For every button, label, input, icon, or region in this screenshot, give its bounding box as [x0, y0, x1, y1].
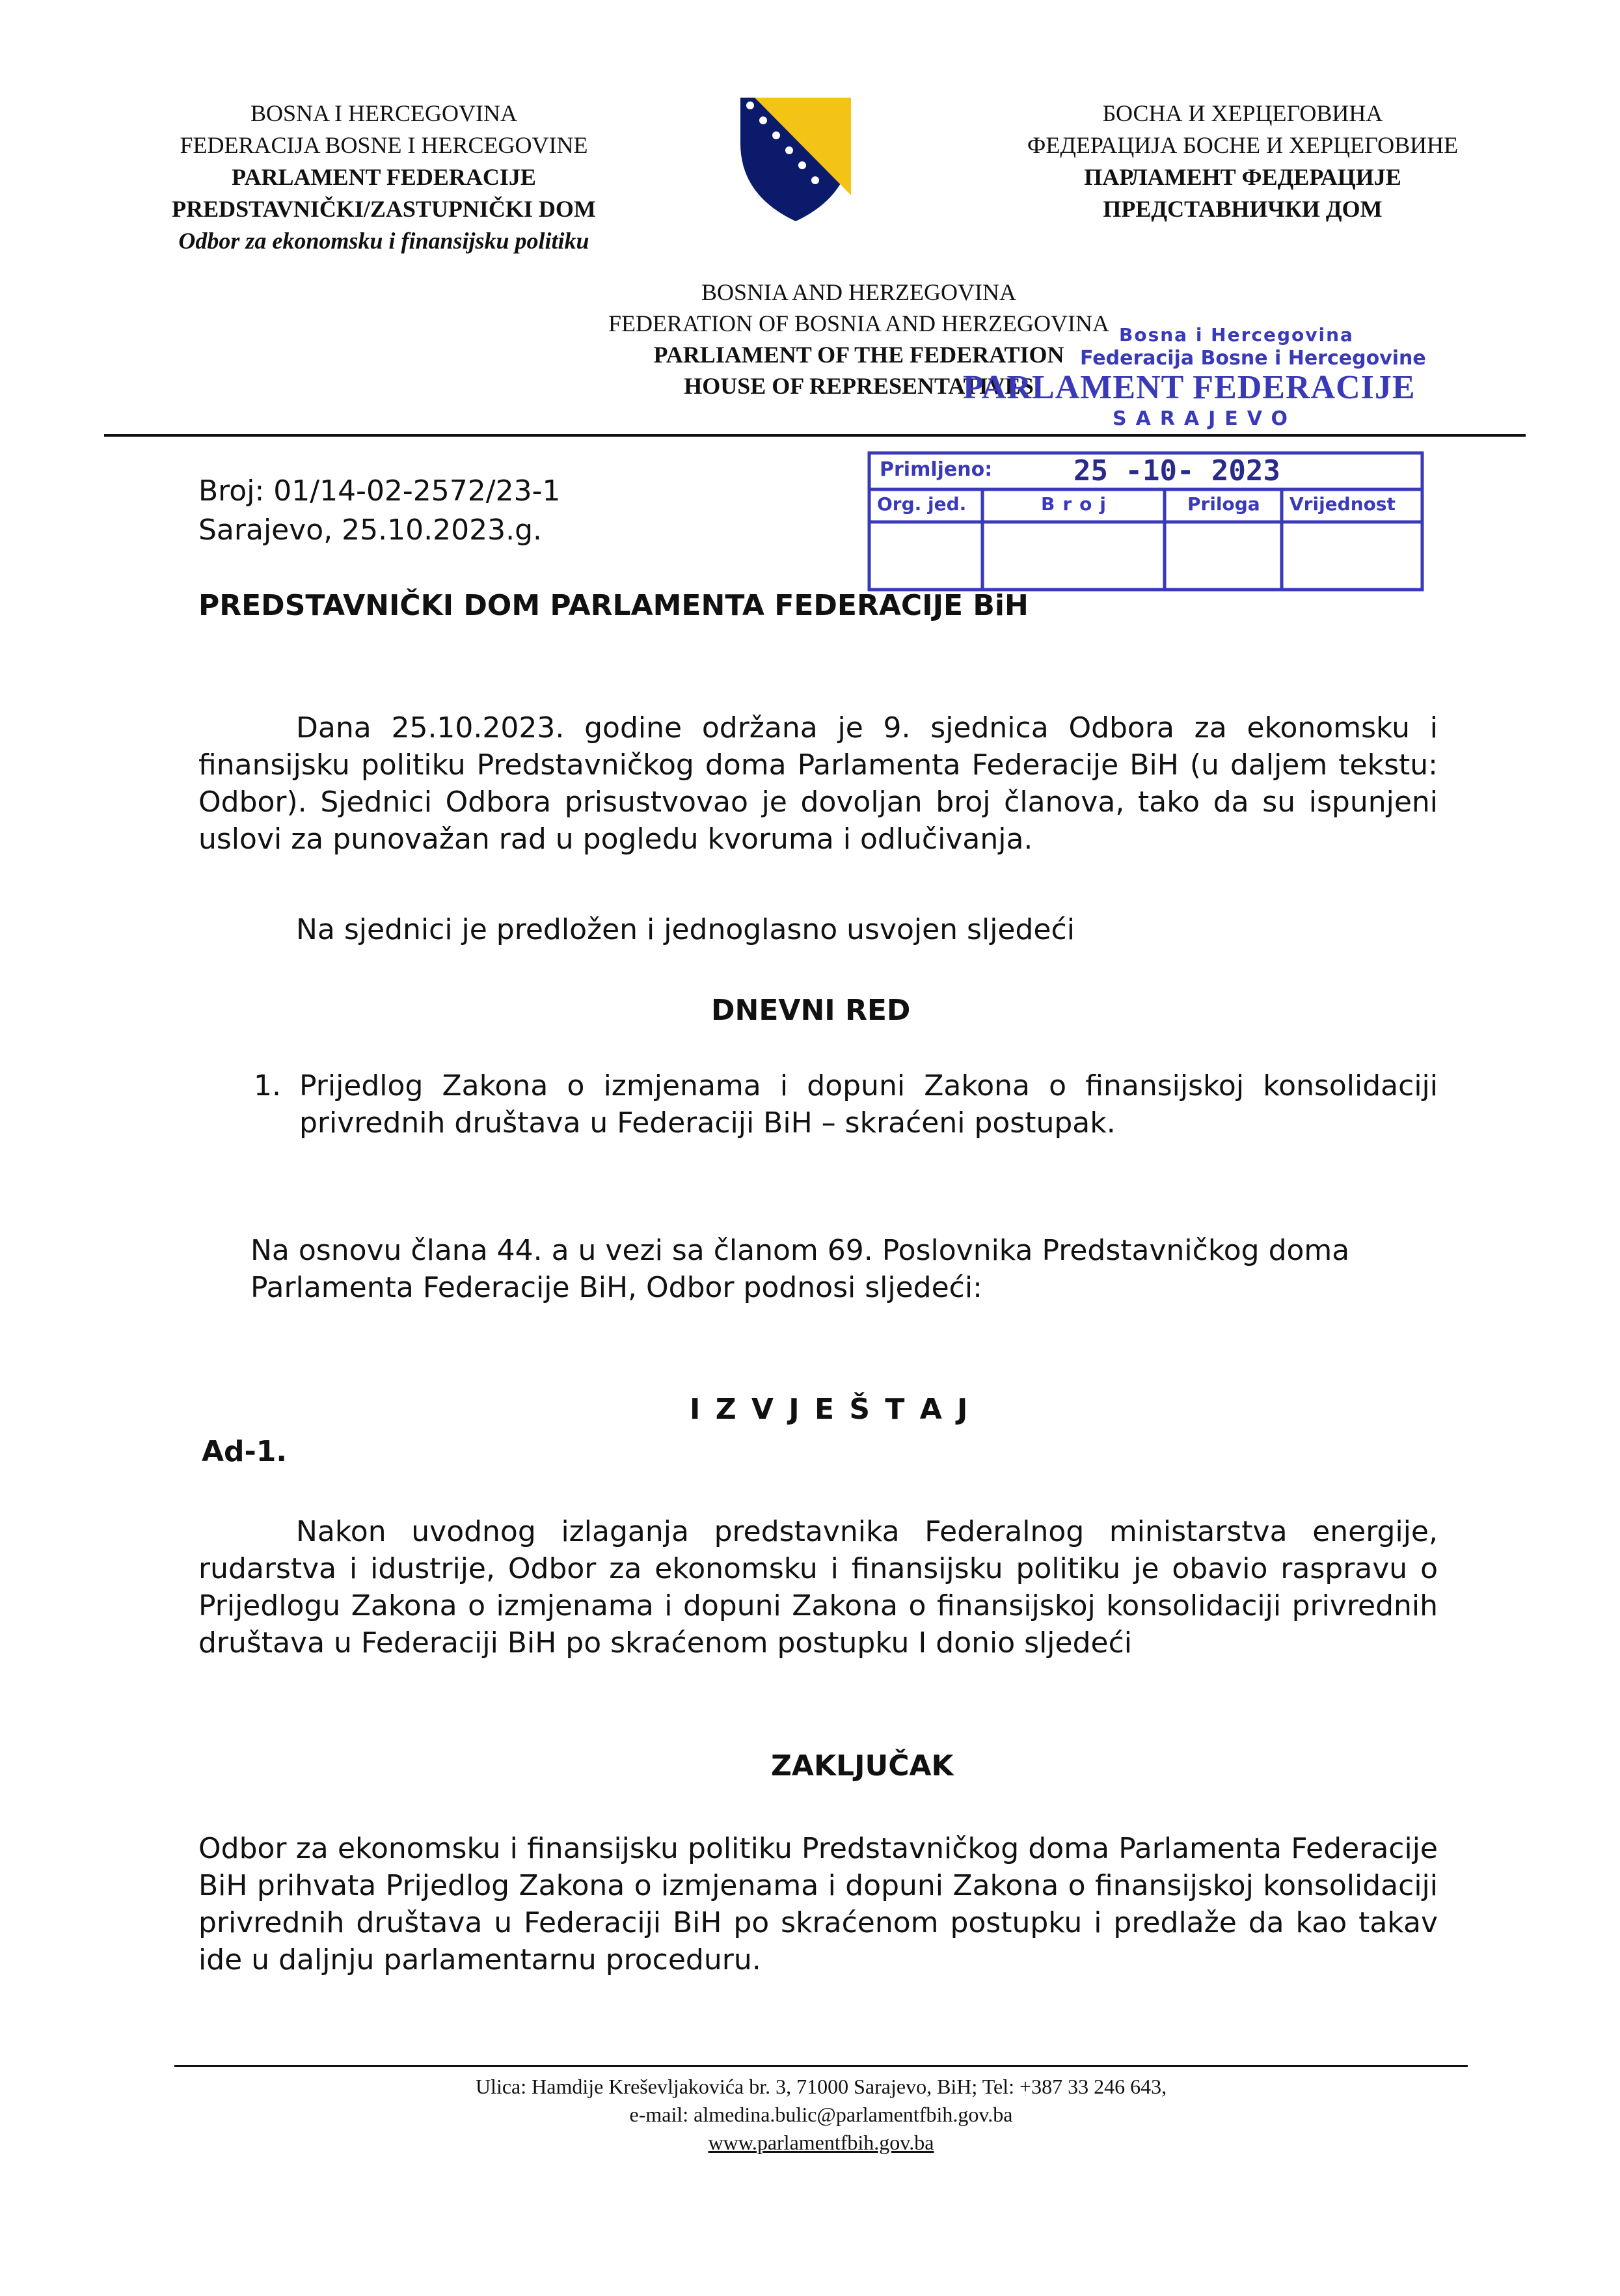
- footer-email[interactable]: e-mail: almedina.bulic@parlamentfbih.gov.ba: [629, 2103, 1013, 2126]
- stamp-col-number: Broj: [1041, 493, 1114, 515]
- stamp-col-attachments: Priloga: [1187, 493, 1260, 515]
- header-left-line-3: PARLAMENT FEDERACIJE: [232, 164, 536, 190]
- header-divider: [104, 434, 1526, 437]
- stamp-line-1: Bosna i Hercegovina: [1119, 324, 1354, 346]
- header-right: [937, 98, 1548, 225]
- stamp-col-value: Vrijednost: [1289, 493, 1396, 515]
- footer-divider: [174, 2065, 1468, 2067]
- header-center-line-4: HOUSE OF REPRESENTATIVES: [684, 373, 1034, 399]
- stamp-line-3: PARLAMENT FEDERACIJE: [963, 369, 1416, 406]
- conclusion-paragraph: Odbor za ekonomsku i finansijsku politiku Predstavničkog doma Parlamenta Federacije BiH prihvata Prijedlog Zakona o izmjenama i dopuni Zakona o finansijskoj konsolidaciji privrednih društava u Federaciji BiH po skraćenom postupku i predlaže da kao takav ide u daljnju parlamentarnu proceduru.: [198, 1832, 1438, 1976]
- recipient: PREDSTAVNIČKI DOM PARLAMENTA FEDERACIJE BiH: [198, 589, 1029, 622]
- document-number: Broj: 01/14-02-2572/23-1: [198, 474, 561, 508]
- coat-of-arms-icon: [740, 98, 851, 221]
- received-stamp: [865, 449, 1428, 602]
- agenda-title: DNEVNI RED: [711, 994, 911, 1027]
- header-left-line-1: BOSNA I HERCEGOVINA: [250, 100, 517, 126]
- conclusion-title: ZAKLJUČAK: [771, 1749, 954, 1783]
- agenda-item-number: 1.: [254, 1069, 281, 1102]
- header-left-line-2: FEDERACIJA BOSNE I HERCEGOVINE: [180, 132, 588, 158]
- footer-website-link[interactable]: www.parlamentfbih.gov.ba: [708, 2131, 934, 2154]
- intro-paragraph: Dana 25.10.2023. godine održana je 9. sjednica Odbora za ekonomsku i finansijsku politiku Predstavničkog doma Parlamenta Federacije BiH (u daljem tekstu: Odbor). Sjednici Odbora prisustvovao je dovoljan broj članova, tako da su ispunjeni uslovi za punovažan rad u pogledu kvoruma i odlučivanja.: [198, 711, 1438, 856]
- document-place-date: Sarajevo, 25.10.2023.g.: [198, 513, 542, 547]
- header-right-line-1: БОСНА И ХЕРЦЕГОВИНА: [1102, 100, 1383, 126]
- list-item: [254, 1067, 1438, 1141]
- header-left-line-4: PREDSTAVNIČKI/ZASTUPNIČKI DOM: [172, 196, 596, 222]
- stamp-col-org: Org. jed.: [877, 493, 967, 515]
- footer-address: Ulica: Hamdije Kreševljakovića br. 3, 71000 Sarajevo, BiH; Tel: +387 33 246 643,: [475, 2075, 1167, 2098]
- basis-paragraph: Na osnovu člana 44. a u vezi sa članom 69. Poslovnika Predstavničkog doma Parlamenta Federacije BiH, Odbor podnosi sljedeći:: [250, 1234, 1350, 1304]
- header-center-line-1: BOSNIA AND HERZEGOVINA: [701, 279, 1016, 305]
- stamp-line-4: SARAJEVO: [1113, 407, 1297, 430]
- header-center-line-3: PARLIAMENT OF THE FEDERATION: [653, 342, 1064, 368]
- agenda-intro: Na sjednici je predložen i jednoglasno usvojen sljedeći: [296, 913, 1075, 946]
- stamp-received-label: Primljeno:: [880, 458, 993, 481]
- header-left-committee: Odbor za ekonomsku i finansijsku politiku: [178, 228, 589, 254]
- agenda-item-text: Prijedlog Zakona o izmjenama i dopuni Zakona o finansijskoj konsolidaciji privrednih društava u Federaciji BiH – skraćeni postupak.: [299, 1069, 1438, 1140]
- document-meta: [198, 472, 560, 550]
- header-right-line-4: ПРЕДСТАВНИЧКИ ДОМ: [1103, 196, 1383, 222]
- stamp-received-date: 25 -10- 2023: [1073, 454, 1280, 487]
- report-title: I Z V J E Š T A J: [690, 1393, 971, 1426]
- header-left: [98, 98, 670, 257]
- footer: [174, 2073, 1468, 2157]
- discussion-paragraph: Nakon uvodnog izlaganja predstavnika Federalnog ministarstva energije, rudarstva i idustrije, Odbor za ekonomsku i finansijsku politiku je obavio raspravu o Prijedlogu Zakona o izmjenama i dopuni Zakona o finansijskoj konsolidaciji privrednih društava u Federaciji BiH po skraćenom postupku I donio sljedeći: [198, 1515, 1438, 1660]
- ad-label: Ad-1.: [202, 1435, 288, 1468]
- agenda-list: [254, 1067, 1438, 1141]
- stamp-line-2: Federacija Bosne i Hercegovine: [1080, 347, 1426, 370]
- header-center-line-2: FEDERATION OF BOSNIA AND HERZEGOVINA: [608, 310, 1109, 336]
- received-stamp-header: [891, 318, 1477, 435]
- header-right-line-2: ФЕДЕРАЦИЈА БОСНЕ И ХЕРЦЕГОВИНЕ: [1027, 132, 1459, 158]
- header-right-line-3: ПАРЛАМЕНТ ФЕДЕРАЦИЈЕ: [1084, 164, 1401, 190]
